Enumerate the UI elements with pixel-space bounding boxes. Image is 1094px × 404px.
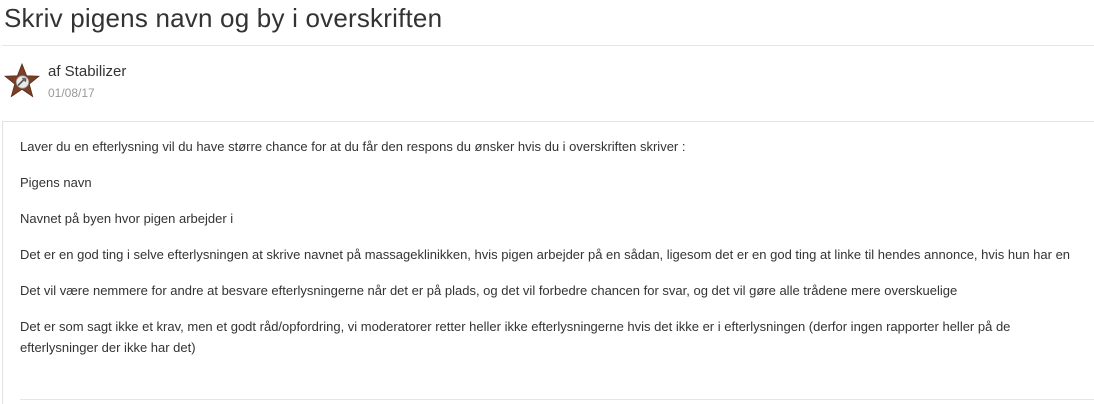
title-divider xyxy=(2,45,1094,46)
page-title: Skriv pigens navn og by i overskriften xyxy=(4,3,443,33)
post-footer-divider xyxy=(20,399,1094,400)
post-paragraph: Pigens navn xyxy=(20,175,92,190)
star-badge-icon[interactable] xyxy=(4,63,40,99)
post-paragraph: Laver du en efterlysning vil du have større chance for at du får den respons du ønsker hvis du i overskriften skriver : xyxy=(20,139,686,154)
post-body xyxy=(20,136,1082,373)
post-paragraph: Det er som sagt ikke et krav, men et godt råd/opfordring, vi moderatorer retter heller ikke efterlysningerne hvis det ikke er i efterlysningen (derfor ingen rapporter heller på de efterlysninger der ikke har det) xyxy=(20,319,1011,355)
post-paragraph: Det vil være nemmere for andre at besvare efterlysningerne når det er på plads, og det vil forbedre chancen for svar, og det vil gøre alle trådene mere overskuelige xyxy=(20,283,958,298)
post-paragraph: Navnet på byen hvor pigen arbejder i xyxy=(20,211,234,226)
post-paragraph: Det er en god ting i selve efterlysningen at skrive navnet på massageklinikken, hvis pigen arbejder på en sådan, ligesom det er en god ting at linke til hendes annonce, hvis hun har en xyxy=(20,247,1071,262)
post-date: 01/08/17 xyxy=(48,86,95,100)
author-name[interactable]: af Stabilizer xyxy=(48,63,127,80)
post-box xyxy=(2,121,1094,404)
